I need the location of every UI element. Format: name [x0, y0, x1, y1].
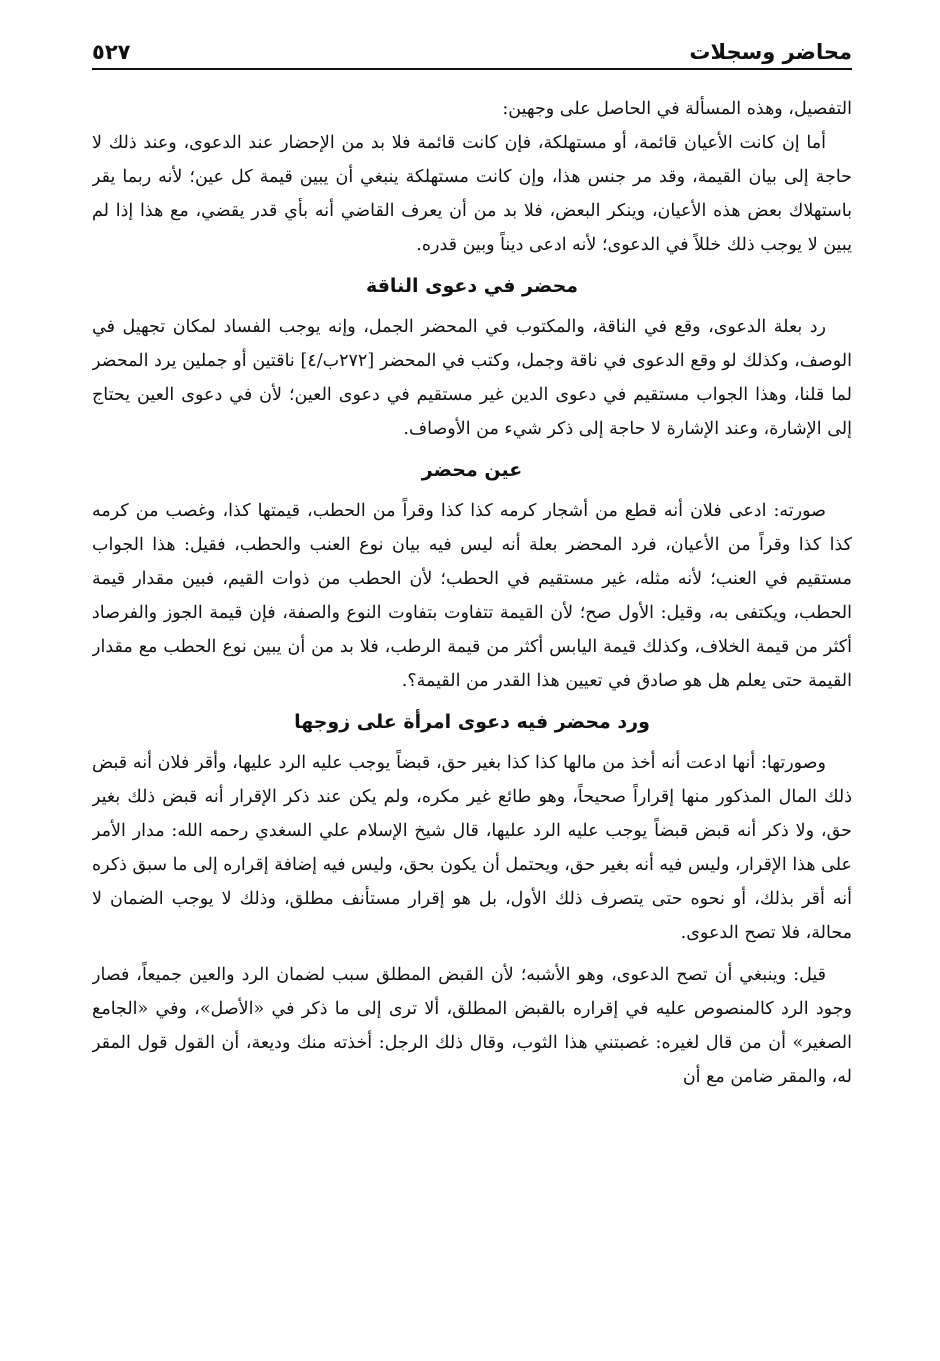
running-header	[92, 30, 852, 70]
page-number: ٥٢٧	[92, 40, 131, 64]
body-text	[92, 92, 852, 1094]
running-title: محاضر وسجلات	[689, 40, 852, 64]
paragraph: قيل: وينبغي أن تصح الدعوى، وهو الأشبه؛ لأن القبض المطلق سبب لضمان الرد والعين جميعاً، فصار وجود الرد كالمنصوص عليه في إقراره بالقبض المطلق، ألا ترى إلى ما ذكر في «الأصل»، وفي «الجامع الصغير» أن من قال لغيره: غصبتني هذا الثوب، وقال ذلك الرجل: أخذته منك وديعة، أن القول قول المقر له، والمقر ضامن مع أن	[92, 965, 852, 1087]
paragraph: التفصيل، وهذه المسألة في الحاصل على وجهين:	[502, 99, 852, 119]
section-heading: عين محضر	[421, 459, 523, 481]
paragraph-gap	[92, 950, 852, 958]
section-heading: محضر في دعوى الناقة	[365, 275, 579, 297]
book-page	[92, 30, 852, 1350]
section-heading: ورد محضر فيه دعوى امرأة على زوجها	[294, 711, 650, 733]
paragraph: أما إن كانت الأعيان قائمة، أو مستهلكة، فإن كانت قائمة فلا بد من الإحضار عند الدعوى، وعند ذلك لا حاجة إلى بيان القيمة، وقد مر جنس هذا، وإن كانت مستهلكة ينبغي أن يبين قيمة كل عين؛ لأنه ربما يقر باستهلاك بعض هذه الأعيان، وينكر البعض، فلا بد من أن يعرف القاضي أنه بأي قدر يقضي، مع هذا إذا لم يبين لا يوجب ذلك خللاً في الدعوى؛ لأنه ادعى ديناً وبين قدره.	[92, 133, 852, 255]
paragraph: رد بعلة الدعوى، وقع في الناقة، والمكتوب في المحضر الجمل، وإنه يوجب الفساد لمكان تجهيل في الوصف، وكذلك لو وقع الدعوى في ناقة وجمل، وكتب في المحضر [٢٧٢ب/٤] ناقتين أو جملين يرد المحضر لما قلنا، وهذا الجواب مستقيم في دعوى الدين غير مستقيم في دعوى العين؛ لأن في دعوى العين يحتاج إلى الإشارة، وعند الإشارة لا حاجة إلى ذكر شيء من الأوصاف.	[92, 317, 852, 439]
paragraph: وصورتها: أنها ادعت أنه أخذ من مالها كذا كذا بغير حق، قبضاً يوجب عليه الرد عليها، وأقر فلان أنه قبض ذلك المال المذكور منها إقراراً صحيحاً، وهو طائع غير مكره، ولم يكن عند ذكر الإقرار أنه قبض ذلك بغير حق، ولا ذكر أنه قبض قبضاً يوجب عليه الرد عليها، قال شيخ الإسلام علي السغدي رحمه الله: مدار الأمر على هذا الإقرار، وليس فيه أنه بغير حق، ويحتمل أن يكون بحق، وليس فيه إضافة إقراره إلى ما سبق ذكره أنه أقر بذلك، أو نحوه حتى يتصرف ذلك الأول، بل هو إقرار مستأنف مطلق، وذلك لا يوجب الضمان لا محالة، فلا تصح الدعوى.	[92, 753, 852, 943]
paragraph: صورته: ادعى فلان أنه قطع من أشجار كرمه كذا كذا وقراً من الحطب، قيمتها كذا، وغصب من كرمه كذا كذا وقراً من الأعيان، فرد المحضر بعلة أنه ليس فيه بيان نوع العنب والحطب، فقيل: هذا الجواب مستقيم في العنب؛ لأنه مثله، غير مستقيم في الحطب؛ لأن الحطب من ذوات القيم، فبين مقدار قيمة الحطب، ويكتفى به، وقيل: الأول صح؛ لأن القيمة تتفاوت بتفاوت النوع والصفة، فإن قيمة الجوز والفرصاد أكثر من قيمة الخلاف، وكذلك قيمة اليابس أكثر من قيمة الرطب، فلا بد من أن يبين نوع الحطب مع مقدار القيمة حتى يعلم هل هو صادق في تعيين هذا القدر من القيمة؟.	[92, 501, 852, 691]
